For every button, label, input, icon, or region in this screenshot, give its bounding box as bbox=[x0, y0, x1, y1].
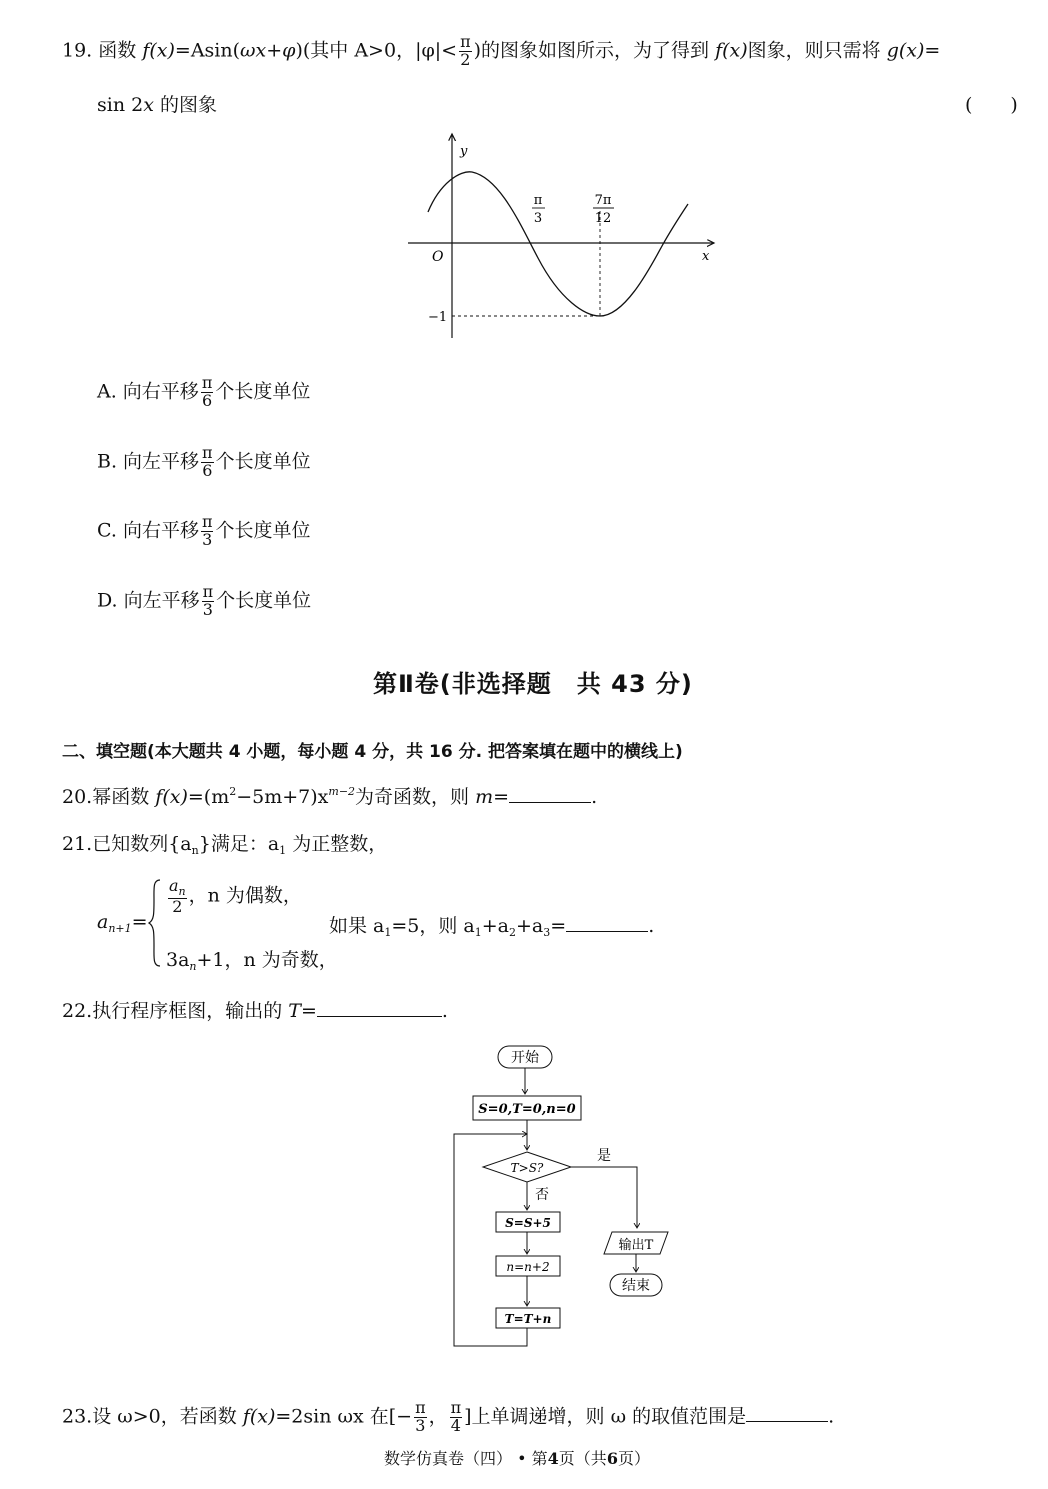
frac-denominator: 2 bbox=[460, 49, 471, 69]
tick-7pi-over-12-num: 7π bbox=[594, 193, 612, 208]
frac-numerator: π bbox=[460, 32, 471, 51]
q23-frac-pi-4 bbox=[450, 1400, 463, 1435]
q21-if: 如果 a bbox=[329, 915, 385, 937]
frac-denominator: 6 bbox=[201, 390, 213, 410]
q21-plus2: +a bbox=[516, 915, 544, 937]
q19-line1 bbox=[62, 34, 940, 69]
q21-number: 21. bbox=[62, 833, 93, 855]
q19-graph bbox=[400, 128, 730, 343]
q21-case1-tail: ，n 为偶数， bbox=[188, 884, 302, 907]
section-title: 第Ⅱ卷(非选择题 共 43 分) bbox=[373, 670, 693, 698]
q21-case2-sub: n bbox=[189, 960, 197, 973]
option-label: D. 向左平移 bbox=[97, 589, 200, 612]
q20-exponent: m−2 bbox=[328, 785, 356, 798]
option-label: B. 向左平移 bbox=[97, 450, 200, 473]
q19-end: = bbox=[924, 39, 941, 62]
q19-cond: )(其中 A>0，|φ|< bbox=[295, 39, 458, 62]
q23-frac-pi-3 bbox=[414, 1400, 427, 1435]
flow-init-label: S=0,T=0,n=0 bbox=[478, 1102, 576, 1117]
q19-fx2: f(x) bbox=[715, 39, 748, 62]
option-tail: 个长度单位 bbox=[216, 589, 312, 612]
flow-end-label: 结束 bbox=[622, 1278, 650, 1294]
tick-pi-over-3-den: 3 bbox=[533, 211, 543, 226]
frac-numerator: π bbox=[415, 1398, 426, 1417]
option-frac bbox=[201, 445, 214, 480]
option-a bbox=[97, 375, 310, 410]
q19-line2-rest: 的图象 bbox=[153, 94, 217, 116]
frac-denominator: 4 bbox=[450, 1415, 461, 1435]
q21-brace bbox=[148, 878, 162, 968]
flow-output-label: 输出T bbox=[618, 1238, 654, 1253]
frac-denominator: 3 bbox=[202, 529, 213, 549]
q21-answer-blank[interactable] bbox=[566, 913, 648, 932]
q19-answer-paren: ( ) bbox=[965, 94, 1018, 116]
footer-page-number: 4 bbox=[547, 1449, 559, 1468]
q20-dot: . bbox=[591, 786, 598, 808]
q21-lhs-eq: = bbox=[131, 911, 148, 933]
option-b bbox=[97, 445, 311, 480]
q21-sub1: 1 bbox=[279, 844, 287, 857]
q21-s3: 3 bbox=[543, 926, 551, 939]
q23-number: 23. bbox=[62, 1405, 93, 1428]
y-axis-label: y bbox=[460, 144, 468, 159]
flow-no-label: 否 bbox=[535, 1187, 549, 1203]
q21-case1-sub: n bbox=[178, 885, 186, 898]
q21-case2-expr: 3a bbox=[166, 949, 190, 971]
tick-7pi-over-12-den: 12 bbox=[594, 211, 612, 226]
q21-question bbox=[329, 911, 654, 939]
option-d bbox=[97, 584, 311, 619]
q21-lhs-sub: n+1 bbox=[108, 922, 132, 935]
x-axis-label: x bbox=[702, 249, 710, 264]
q19-wxphi: ωx+φ bbox=[240, 39, 296, 62]
q21-dot: . bbox=[648, 915, 655, 937]
frac-denominator: 3 bbox=[415, 1415, 426, 1435]
q21-case2-tail: +1，n 为奇数， bbox=[196, 949, 338, 971]
q21-s1: 1 bbox=[474, 926, 482, 939]
q22-T: T bbox=[288, 1000, 301, 1022]
sine-curve bbox=[428, 172, 688, 316]
q19-frac-pi-2 bbox=[459, 34, 472, 69]
q21-case1 bbox=[166, 878, 302, 915]
frac-numerator: π bbox=[201, 512, 213, 531]
q20-number: 20. bbox=[62, 786, 93, 808]
flow-start-label: 开始 bbox=[511, 1050, 539, 1066]
q21-if-sub: 1 bbox=[384, 926, 392, 939]
q23-dot: . bbox=[828, 1405, 835, 1428]
q20-text: 幂函数 bbox=[92, 786, 150, 808]
q20-sup: 2 bbox=[229, 785, 237, 798]
q22-dot: . bbox=[441, 1000, 448, 1022]
footer-title: 数学仿真卷（四） bbox=[384, 1449, 513, 1468]
option-frac bbox=[201, 514, 214, 549]
q23-text2: ]上单调递增，则 ω 的取值范围是 bbox=[464, 1405, 747, 1428]
footer-bullet: • bbox=[517, 1449, 527, 1468]
q23-answer-blank[interactable] bbox=[746, 1403, 828, 1422]
q21-sub: n bbox=[191, 844, 199, 857]
q21-case1-a: a bbox=[169, 876, 179, 895]
frac-denominator: 2 bbox=[172, 896, 183, 916]
frac-denominator: 6 bbox=[202, 460, 213, 480]
q22 bbox=[62, 996, 448, 1023]
option-label: A. 向右平移 bbox=[97, 380, 199, 403]
q20-fx: f(x) bbox=[155, 786, 188, 808]
q21-eq: = bbox=[550, 915, 567, 937]
page-footer bbox=[384, 1446, 650, 1469]
q23-comma: ， bbox=[428, 1405, 448, 1428]
q19-gx: g(x) bbox=[886, 39, 925, 62]
option-frac bbox=[201, 375, 214, 410]
tick-pi-over-3-num: π bbox=[533, 193, 543, 208]
option-label: C. 向右平移 bbox=[97, 519, 199, 542]
q19-sin2x: sin 2 bbox=[97, 94, 144, 116]
flow-yes-label: 是 bbox=[597, 1148, 611, 1164]
origin-label: O bbox=[432, 249, 444, 265]
q20-text2: 为奇函数，则 bbox=[355, 786, 470, 808]
q20-expr: =(m bbox=[187, 786, 230, 808]
q19-fx: f(x) bbox=[142, 39, 175, 62]
option-c bbox=[97, 514, 310, 549]
q19-x: x bbox=[143, 94, 154, 116]
q23-text: 设 ω>0，若函数 bbox=[92, 1405, 237, 1428]
q19-after: 图象，则只需将 bbox=[747, 39, 881, 62]
footer-total-pages: 6 bbox=[606, 1449, 618, 1468]
frac-denominator: 3 bbox=[202, 599, 213, 619]
q21-plus1: +a bbox=[481, 915, 510, 937]
flow-step3-label: T=T+n bbox=[504, 1312, 552, 1326]
q21-case2 bbox=[166, 945, 338, 973]
q20 bbox=[62, 782, 597, 809]
q21-s2: 2 bbox=[509, 926, 517, 939]
q21-case1-frac bbox=[168, 878, 187, 915]
part-two-heading: 二、填空题(本大题共 4 小题，每小题 4 分，共 16 分. 把答案填在题中的横线上) bbox=[62, 742, 683, 762]
q22-flowchart bbox=[440, 1040, 690, 1355]
q19-text: 函数 bbox=[98, 39, 137, 62]
flow-decision-label: T>S? bbox=[510, 1161, 544, 1175]
q19-mid: )的图象如图所示，为了得到 bbox=[473, 39, 710, 62]
flow-step2-label: n=n+2 bbox=[506, 1260, 550, 1274]
q23-fx: f(x) bbox=[242, 1405, 276, 1428]
q20-m: m bbox=[475, 786, 494, 808]
option-tail: 个长度单位 bbox=[215, 519, 311, 542]
option-tail: 个长度单位 bbox=[215, 380, 311, 403]
q22-eq: = bbox=[300, 1000, 317, 1022]
q23 bbox=[62, 1400, 834, 1435]
frac-numerator bbox=[168, 878, 187, 899]
frac-numerator: π bbox=[202, 582, 214, 601]
q19-eq: =Asin( bbox=[174, 39, 241, 62]
q23-expr: =2sin ωx 在[− bbox=[275, 1405, 413, 1428]
frac-numerator: π bbox=[201, 373, 213, 392]
q20-expr2: −5m+7)x bbox=[236, 786, 329, 808]
frac-numerator: π bbox=[202, 443, 213, 462]
q19-line2 bbox=[97, 90, 217, 117]
frac-numerator: π bbox=[450, 1398, 462, 1417]
option-frac bbox=[202, 584, 215, 619]
q22-answer-blank[interactable] bbox=[317, 998, 442, 1017]
min-label: −1 bbox=[428, 310, 448, 325]
q21-lhs-a: a bbox=[97, 911, 109, 933]
q21-if-rest: =5，则 a bbox=[391, 915, 475, 937]
footer-page-pre: 第 bbox=[531, 1449, 548, 1468]
footer-page-post: 页） bbox=[617, 1449, 650, 1468]
q21-text3: 为正整数， bbox=[286, 833, 388, 855]
q19-number: 19. bbox=[62, 39, 93, 62]
q20-eq: = bbox=[493, 786, 510, 808]
q21-intro bbox=[62, 829, 387, 857]
footer-page-mid: 页（共 bbox=[558, 1449, 607, 1468]
flow-step1-label: S=S+5 bbox=[505, 1216, 551, 1230]
q20-answer-blank[interactable] bbox=[509, 784, 591, 803]
q21-text: 已知数列{a bbox=[92, 833, 192, 855]
q22-number: 22. bbox=[62, 1000, 93, 1022]
q21-lhs bbox=[97, 911, 148, 935]
q22-text: 执行程序框图，输出的 bbox=[92, 1000, 283, 1022]
option-tail: 个长度单位 bbox=[215, 450, 311, 473]
q21-text2: }满足：a bbox=[198, 833, 280, 855]
